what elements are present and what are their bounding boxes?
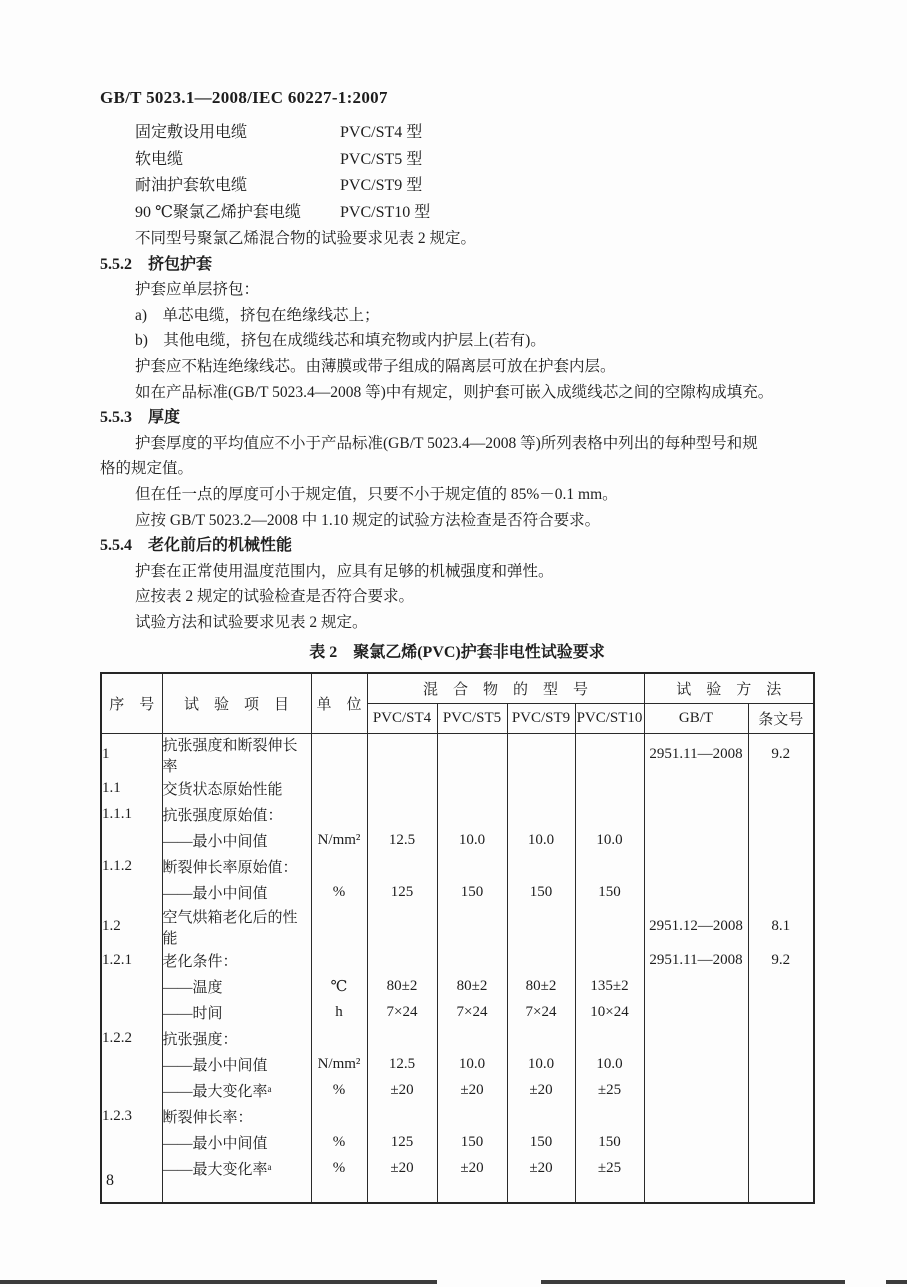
page-content [100, 88, 814, 1204]
table-cell [644, 1026, 748, 1052]
table-cell [367, 802, 437, 828]
table-cell: ±20 [367, 1078, 437, 1104]
table-cell [575, 1104, 644, 1130]
table-cell: ——最大变化率ᵃ [162, 1156, 311, 1182]
header-item: 试 验 项 目 [162, 673, 311, 734]
standard-number-header: GB/T 5023.1—2008/IEC 60227-1:2007 [100, 88, 388, 107]
table-cell: 10.0 [437, 828, 507, 854]
table-cell [437, 733, 507, 776]
table-cell [748, 974, 814, 1000]
table-cell [644, 880, 748, 906]
table-cell: 10.0 [507, 828, 575, 854]
section-line: b) 其他电缆，挤包在成缆线芯和填充物或内护层上(若有)。 [135, 332, 546, 350]
sections [100, 252, 814, 636]
table-cell: 7×24 [437, 1000, 507, 1026]
section-line: 护套应单层挤包： [135, 281, 260, 299]
table-row [101, 802, 814, 828]
table-cell [748, 828, 814, 854]
table-cell: 抗张强度： [162, 1026, 311, 1052]
table-cell [311, 802, 367, 828]
table-cell: 2951.12—2008 [644, 906, 748, 948]
table-cell: 8.1 [748, 906, 814, 948]
scan-artifact-bar-middle [541, 1280, 845, 1284]
table-cell: 1.2.3 [101, 1104, 162, 1130]
table-cell [748, 776, 814, 802]
table-cell [644, 1182, 748, 1203]
table-cell [644, 854, 748, 880]
table-cell [367, 733, 437, 776]
table-cell: ±20 [507, 1078, 575, 1104]
table-cell: 抗张强度和断裂伸长率 [162, 733, 311, 776]
table-cell [101, 1052, 162, 1078]
table-cell: 交货状态原始性能 [162, 776, 311, 802]
table-row [101, 1052, 814, 1078]
table-row [101, 1078, 814, 1104]
table-cell: 10.0 [575, 1052, 644, 1078]
table-cell [507, 802, 575, 828]
cable-type-label: 耐油护套软电缆 [135, 177, 248, 194]
table-cell [644, 802, 748, 828]
section-line: 应按表 2 规定的试验检查是否符合要求。 [135, 588, 415, 606]
table-cell [644, 1156, 748, 1182]
table-row [101, 1130, 814, 1156]
table-cell: 80±2 [367, 974, 437, 1000]
table-cell [748, 1000, 814, 1026]
table-cell: 150 [575, 1130, 644, 1156]
section-line: 但在任一点的厚度可小于规定值，只要不小于规定值的 85%－0.1 mm。 [135, 485, 618, 503]
table-cell: 80±2 [507, 974, 575, 1000]
table-cell [575, 1026, 644, 1052]
table-cell [644, 1052, 748, 1078]
table-cell [507, 1026, 575, 1052]
table-cell: 150 [507, 1130, 575, 1156]
section-line: 如在产品标准(GB/T 5023.4—2008 等)中有规定，则护套可嵌入成缆线芯之间的空隙构成填充。 [135, 383, 774, 401]
table-cell: 10.0 [575, 828, 644, 854]
table-row [101, 948, 814, 974]
page-number: 8 [106, 1172, 114, 1189]
intro-line: 不同型号聚氯乙烯混合物的试验要求见表 2 规定。 [135, 230, 477, 247]
table-cell [311, 854, 367, 880]
table-cell [437, 906, 507, 948]
cable-type-label: 软电缆 [135, 150, 184, 168]
table-cell [311, 1026, 367, 1052]
cable-type-row [135, 147, 814, 174]
section-heading [100, 533, 814, 559]
table-cell: ±25 [575, 1156, 644, 1182]
table-cell [101, 974, 162, 1000]
table-cell: % [311, 1156, 367, 1182]
table-cell: 80±2 [437, 974, 507, 1000]
requirements-table [100, 672, 815, 1204]
table-cell: ±20 [437, 1078, 507, 1104]
table-cell: 9.2 [748, 733, 814, 776]
table-cell: ±20 [507, 1156, 575, 1182]
table-cell [437, 776, 507, 802]
cable-type-value: PVC/ST10 型 [340, 203, 431, 221]
table-cell [748, 1052, 814, 1078]
table-cell: % [311, 1078, 367, 1104]
table-cell: ±20 [367, 1156, 437, 1182]
cable-type-list [100, 120, 814, 226]
table-row [101, 1156, 814, 1182]
section-title: 老化前后的机械性能 [148, 537, 293, 555]
table-cell [507, 776, 575, 802]
table-cell: % [311, 1130, 367, 1156]
cable-type-label: 固定敷设用电缆 [135, 124, 248, 141]
table-cell [367, 854, 437, 880]
section-number: 5.5.3 [100, 409, 132, 427]
table-cell [748, 1104, 814, 1130]
table-cell: 2951.11—2008 [644, 948, 748, 974]
table-cell [575, 948, 644, 974]
section-heading [100, 252, 814, 278]
table-cell [311, 776, 367, 802]
table-row [101, 906, 814, 948]
table-cell [644, 1000, 748, 1026]
table-cell: 7×24 [507, 1000, 575, 1026]
header-gbt: GB/T [644, 703, 748, 733]
table-cell: 12.5 [367, 828, 437, 854]
table-cell [101, 828, 162, 854]
table-header [101, 673, 814, 734]
table-cell [367, 1026, 437, 1052]
table-cell [311, 948, 367, 974]
table-cell [437, 1182, 507, 1203]
table-cell: ——温度 [162, 974, 311, 1000]
table-row [101, 733, 814, 776]
table-cell [311, 1104, 367, 1130]
table-cell [748, 1026, 814, 1052]
table-cell [437, 1104, 507, 1130]
table-cell [311, 906, 367, 948]
table-cell: 空气烘箱老化后的性能 [162, 906, 311, 948]
table-cell [748, 880, 814, 906]
table-cell: 135±2 [575, 974, 644, 1000]
table-cell: 7×24 [367, 1000, 437, 1026]
table-cell: ——最小中间值 [162, 880, 311, 906]
cable-type-value: PVC/ST4 型 [340, 124, 423, 141]
table-cell: 1.1.1 [101, 802, 162, 828]
table-cell: 10.0 [437, 1052, 507, 1078]
section-line: 护套厚度的平均值应不小于产品标准(GB/T 5023.4—2008 等)所列表格中列出的每种型号和规 [135, 434, 758, 452]
table-cell [575, 854, 644, 880]
table-cell: 断裂伸长率原始值： [162, 854, 311, 880]
section-line: 试验方法和试验要求见表 2 规定。 [135, 613, 368, 631]
table-cell: 10×24 [575, 1000, 644, 1026]
header-unit: 单 位 [311, 673, 367, 734]
table-cell [575, 733, 644, 776]
section-number: 5.5.4 [100, 537, 132, 555]
section-line: 格的规定值。 [100, 460, 194, 478]
table-cell [437, 802, 507, 828]
table-cell [367, 776, 437, 802]
table-cell [748, 802, 814, 828]
header-method-group: 试 验 方 法 [644, 673, 814, 704]
section-line: 护套应不粘连绝缘线芯。由薄膜或带子组成的隔离层可放在护套内层。 [135, 357, 616, 375]
table-cell [507, 854, 575, 880]
cable-type-value: PVC/ST9 型 [340, 177, 423, 194]
table-cell: 1 [101, 733, 162, 776]
scan-artifact-bar-left [0, 1280, 437, 1284]
table-cell: 125 [367, 1130, 437, 1156]
table-cell: ——最小中间值 [162, 828, 311, 854]
table-cell [575, 906, 644, 948]
table-cell [748, 1130, 814, 1156]
table-cell: 断裂伸长率： [162, 1104, 311, 1130]
table-cell [748, 1078, 814, 1104]
table-cell: ±25 [575, 1078, 644, 1104]
table-cell [507, 1104, 575, 1130]
section-title: 挤包护套 [148, 255, 213, 273]
table-cell: 150 [437, 1130, 507, 1156]
table-cell [367, 906, 437, 948]
table-cell [644, 828, 748, 854]
table-cell [644, 1104, 748, 1130]
table-cell: 150 [575, 880, 644, 906]
table-row [101, 854, 814, 880]
table-cell: ——最小中间值 [162, 1052, 311, 1078]
table-cell: 125 [367, 880, 437, 906]
table-cell: 1.2.1 [101, 948, 162, 974]
table-cell [507, 733, 575, 776]
table-cell: ——最大变化率ᵃ [162, 1078, 311, 1104]
table-cell [644, 1078, 748, 1104]
table-row [101, 1000, 814, 1026]
table-cell: ——最小中间值 [162, 1130, 311, 1156]
cable-type-row [135, 200, 814, 227]
table-cell [437, 948, 507, 974]
table-cell [507, 906, 575, 948]
table-cell [575, 802, 644, 828]
table-cell [507, 1182, 575, 1203]
table-cell [437, 1026, 507, 1052]
table-cell: 10.0 [507, 1052, 575, 1078]
section-line: a) 单芯电缆，挤包在绝缘线芯上； [135, 306, 380, 324]
header-type-pvcst5: PVC/ST5 [437, 703, 507, 733]
cable-type-value: PVC/ST5 型 [340, 150, 423, 168]
section-title: 厚度 [148, 409, 181, 427]
table-cell: 1.1 [101, 776, 162, 802]
cable-type-row [135, 120, 814, 147]
table-cell: 老化条件： [162, 948, 311, 974]
table-cell [101, 1000, 162, 1026]
table-cell: 1.1.2 [101, 854, 162, 880]
table-title: 表 2 聚氯乙烯(PVC)护套非电性试验要求 [309, 643, 605, 661]
table-cell [748, 1182, 814, 1203]
table-cell: % [311, 880, 367, 906]
table-cell [575, 776, 644, 802]
table-cell: ℃ [311, 974, 367, 1000]
table-cell: 150 [507, 880, 575, 906]
header-type-pvcst9: PVC/ST9 [507, 703, 575, 733]
table-cell [507, 948, 575, 974]
table-cell [437, 854, 507, 880]
header-seq: 序 号 [101, 673, 162, 734]
header-type-pvcst10: PVC/ST10 [575, 703, 644, 733]
table-cell: 抗张强度原始值： [162, 802, 311, 828]
table-body [101, 733, 814, 1203]
table-cell [101, 1130, 162, 1156]
cable-type-label: 90 ℃聚氯乙烯护套电缆 [135, 203, 301, 221]
table-cell [162, 1182, 311, 1203]
table-cell [311, 1182, 367, 1203]
table-cell: 12.5 [367, 1052, 437, 1078]
table-cell: 1.2 [101, 906, 162, 948]
table-row [101, 828, 814, 854]
section-number: 5.5.2 [100, 255, 132, 273]
table-cell [367, 948, 437, 974]
table-cell: 150 [437, 880, 507, 906]
table-cell [748, 1156, 814, 1182]
table-cell [575, 1182, 644, 1203]
header-clause: 条文号 [748, 703, 814, 733]
table-cell [644, 1130, 748, 1156]
header-type-pvcst4: PVC/ST4 [367, 703, 437, 733]
table-row [101, 776, 814, 802]
table-cell: 1.2.2 [101, 1026, 162, 1052]
table-cell [748, 854, 814, 880]
table-cell: ±20 [437, 1156, 507, 1182]
table-cell [367, 1182, 437, 1203]
section-line: 应按 GB/T 5023.2—2008 中 1.10 规定的试验方法检查是否符合要求。 [135, 511, 601, 529]
scan-artifact-bar-right [886, 1280, 907, 1284]
table-row [101, 1026, 814, 1052]
table-cell: ——时间 [162, 1000, 311, 1026]
table-row [101, 974, 814, 1000]
table-cell: 9.2 [748, 948, 814, 974]
table-row [101, 880, 814, 906]
table-row [101, 1182, 814, 1203]
table-cell [101, 1078, 162, 1104]
table-cell: h [311, 1000, 367, 1026]
table-cell: N/mm² [311, 828, 367, 854]
table-cell [644, 974, 748, 1000]
table-cell [101, 880, 162, 906]
table-row [101, 1104, 814, 1130]
table-cell [644, 776, 748, 802]
table-cell: N/mm² [311, 1052, 367, 1078]
table-cell [367, 1104, 437, 1130]
table-cell: 2951.11—2008 [644, 733, 748, 776]
section-line: 护套在正常使用温度范围内，应具有足够的机械强度和弹性。 [135, 562, 554, 580]
header-mix-group: 混 合 物 的 型 号 [367, 673, 644, 704]
cable-type-row [135, 173, 814, 200]
section-heading [100, 405, 814, 431]
table-cell [311, 733, 367, 776]
